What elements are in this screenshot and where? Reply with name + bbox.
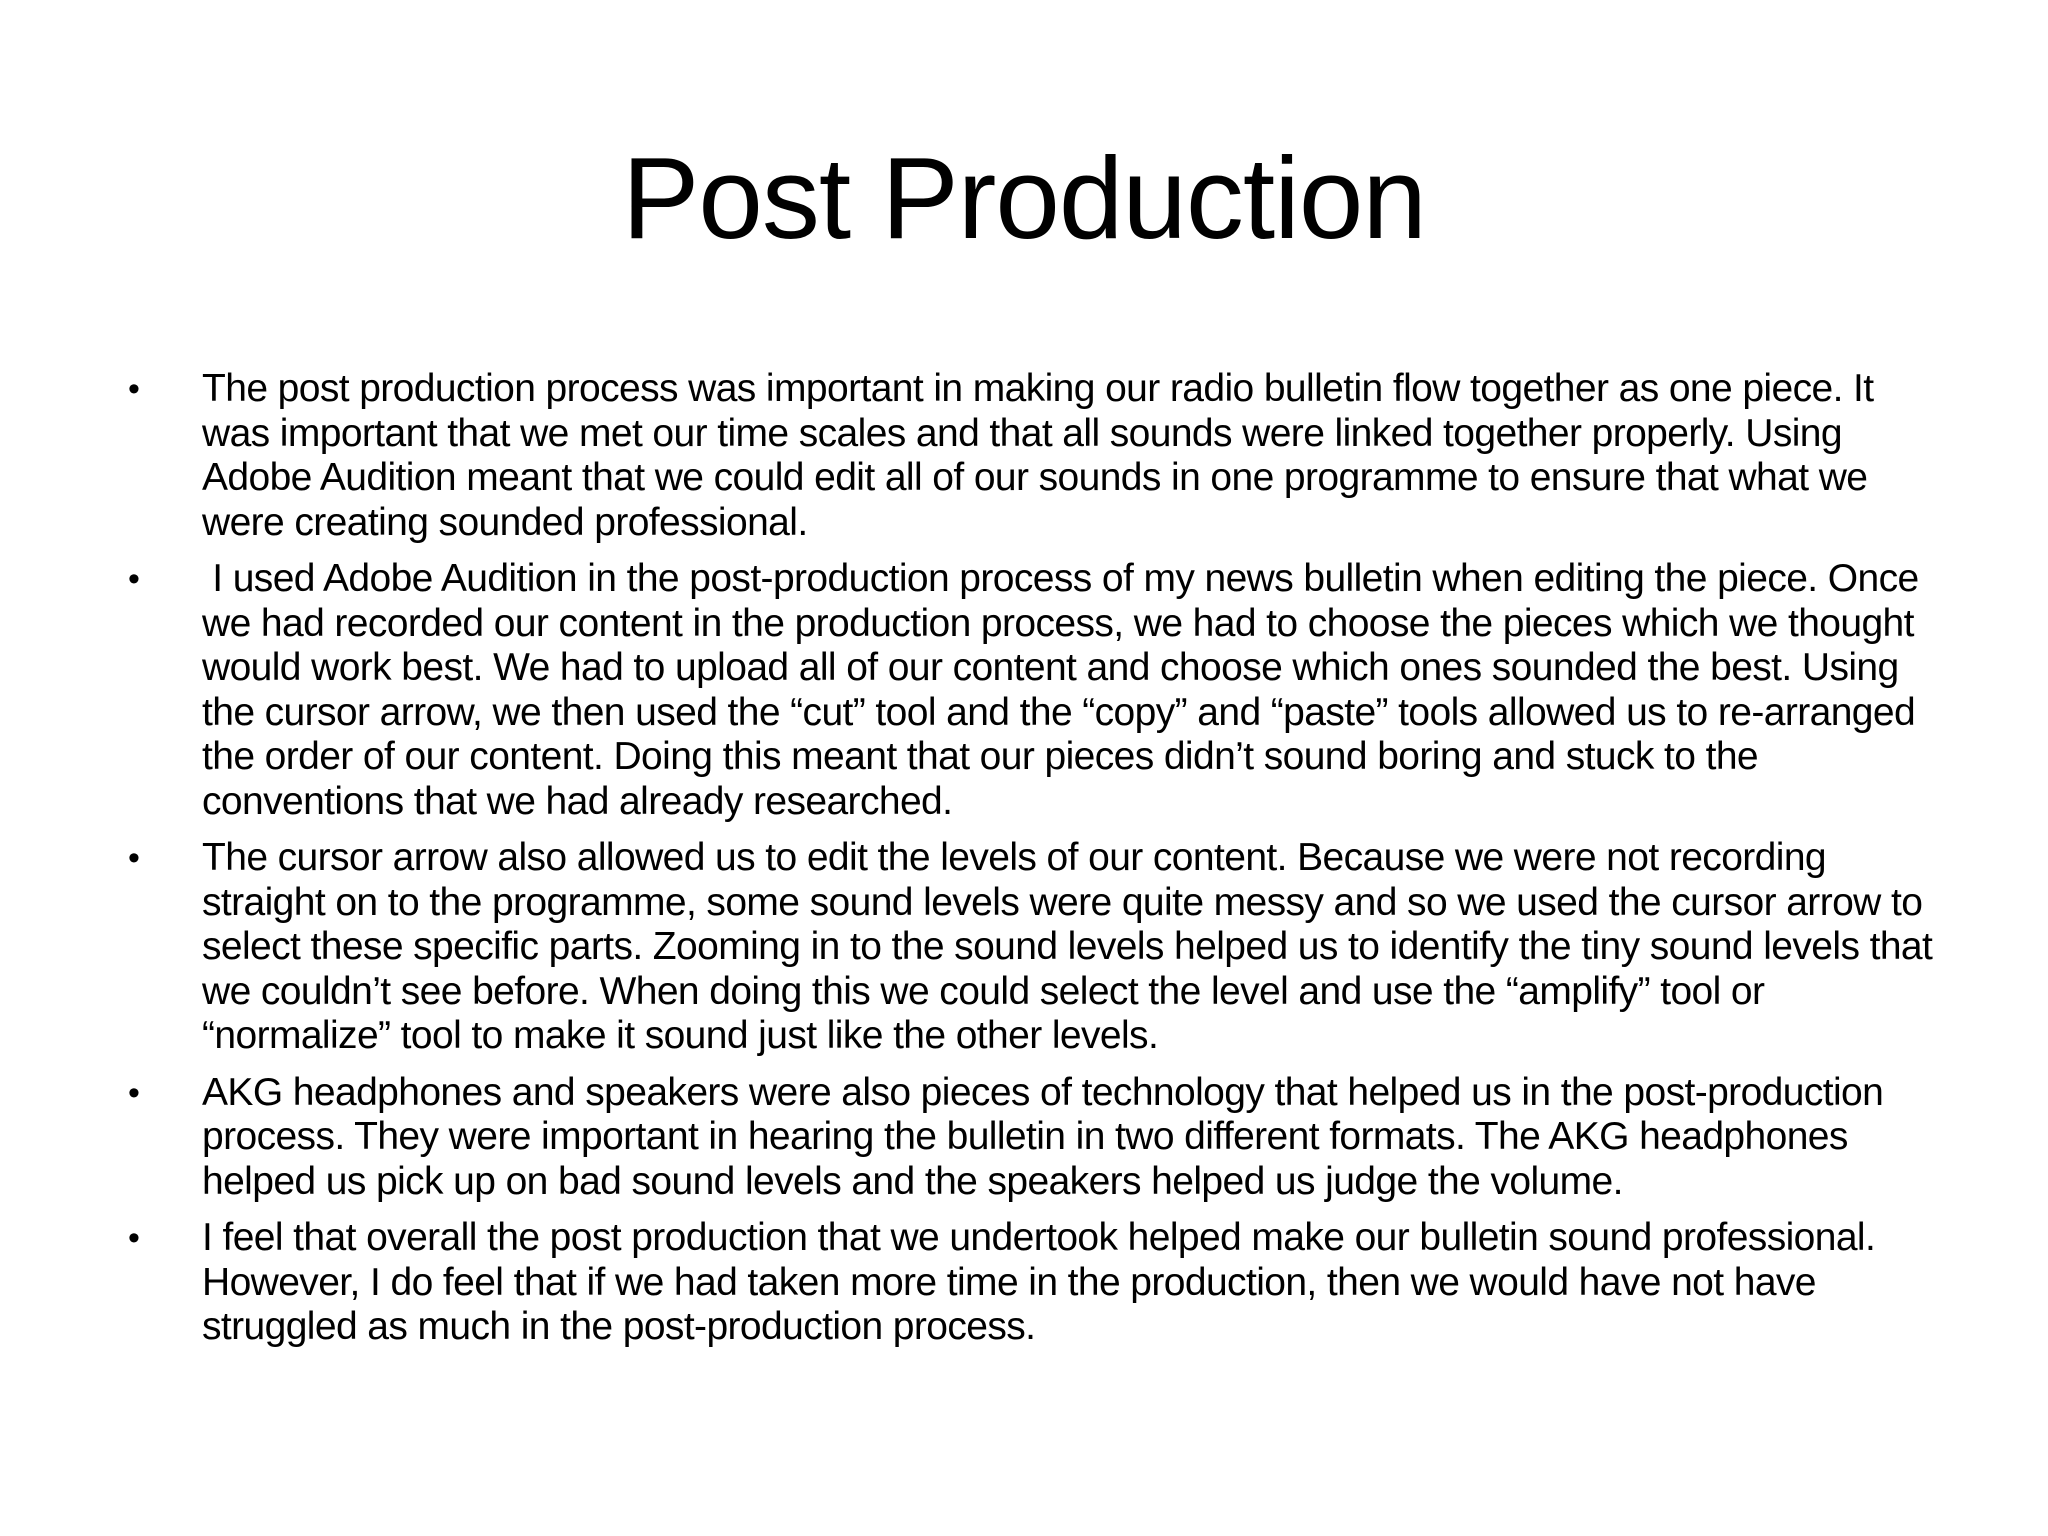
bullet-marker: • xyxy=(128,1219,140,1257)
bullet-item xyxy=(128,367,1948,545)
bullet-marker: • xyxy=(128,1073,140,1112)
bullet-list xyxy=(128,367,1948,1362)
bullet-item xyxy=(128,557,1948,824)
bullet-text: The cursor arrow also allowed us to edit the levels of our content. Because we were not recording straight on to the programme, some sound levels were quite messy and so we used the cursor arrow to select these specific parts. Zooming in to the sound levels helped us to identify the tiny sound levels that we couldn’t see before. When doing this we could select the level and use the “amplify” tool or “normalize” tool to make it sound just like the other levels. xyxy=(202,836,1933,1057)
slide-title: Post Production xyxy=(622,133,1426,263)
bullet-marker: • xyxy=(128,560,140,598)
bullet-text: AKG headphones and speakers were also pieces of technology that helped us in the post-production process. They were important in hearing the bulletin in two different formats. The AKG headphones helped us pick up on bad sound levels and the speakers helped us judge the volume. xyxy=(202,1070,1884,1203)
bullet-item xyxy=(128,836,1948,1059)
bullet-text: The post production process was important in making our radio bulletin flow together as one piece. It was important that we met our time scales and that all sounds were linked together properly. Using Adobe Audition meant that we could edit all of our sounds in one programme to ensure that what we were creating sounded professional. xyxy=(202,367,1874,544)
bullet-text: I used Adobe Audition in the post-production process of my news bulletin when editing the piece. Once we had recorded our content in the production process, we had to choose the pieces which we thought would work best. We had to upload all of our content and choose which ones sounded the best. Using the cursor arrow, we then used the “cut” tool and the “copy” and “paste” tools allowed us to re-arranged the order of our content. Doing this meant that our pieces didn’t sound boring and stuck to the conventions that we had already researched. xyxy=(202,557,1929,823)
bullet-marker: • xyxy=(128,839,140,877)
bullet-marker: • xyxy=(128,370,140,408)
bullet-item xyxy=(128,1071,1948,1205)
bullet-item xyxy=(128,1216,1948,1350)
bullet-text: I feel that overall the post production that we undertook helped make our bulletin sound professional. However, I do feel that if we had taken more time in the production, then we would have not have struggled as much in the post-production process. xyxy=(202,1216,1876,1348)
